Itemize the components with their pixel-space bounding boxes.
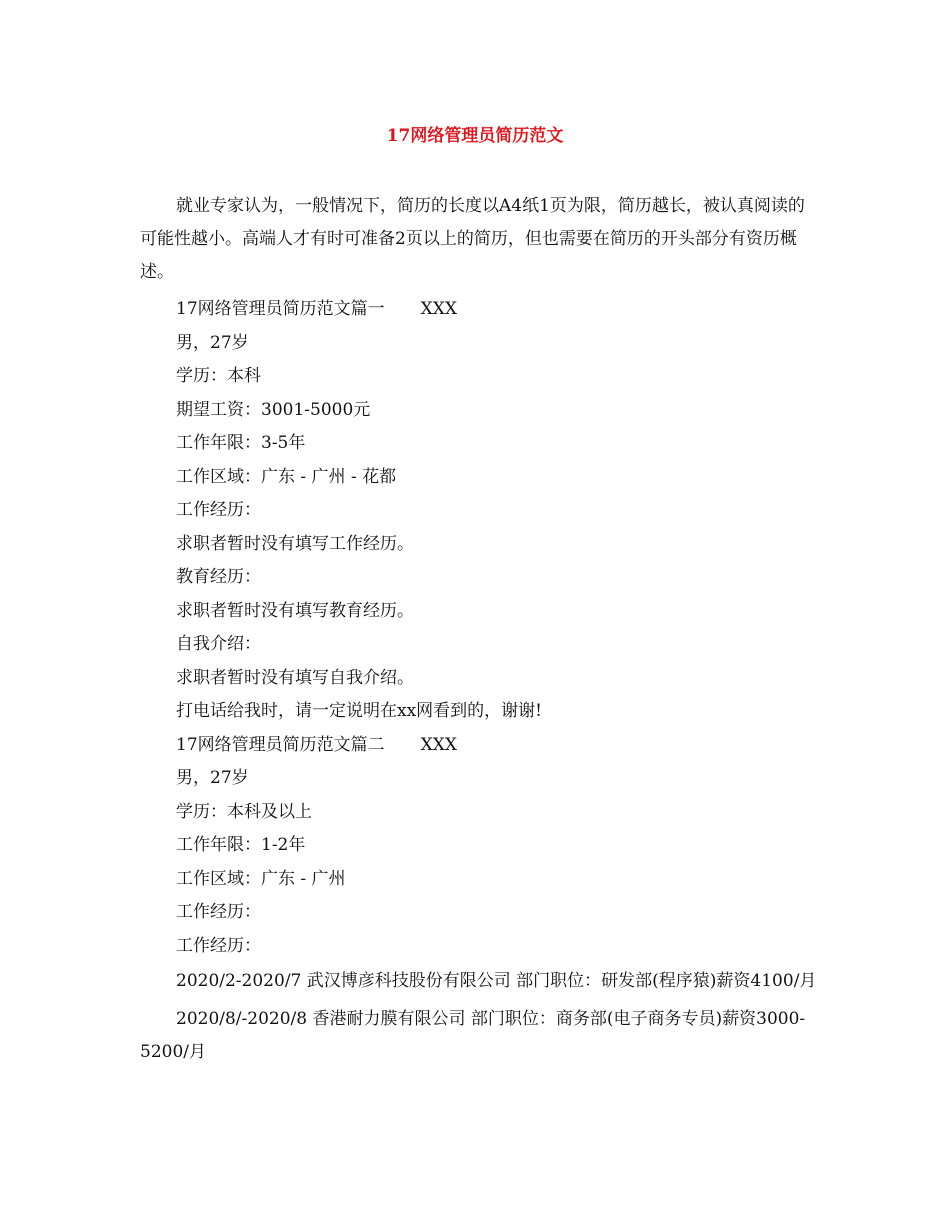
resume2-years: 工作年限：1-2年 [176,835,306,855]
resume2-heading-line [140,729,820,763]
resume2-job-1: 2020/2-2020/7 武汉博彦科技股份有限公司 部门职位：研发部(程序猿)薪资4100/月 [176,971,817,991]
resume2-education: 学历：本科及以上 [176,801,312,822]
resume2-job-2: 2020/8/-2020/8 香港耐力膜有限公司 部门职位：商务部(电子商务专员)薪资3000-5200/月 [140,1008,806,1062]
resume1-intro-text: 求职者暂时没有填写自我介绍。 [176,667,414,688]
resume1-heading: 17网络管理员简历范文篇一 [176,299,385,319]
resume2-gender-age: 男，27岁 [176,768,249,788]
resume2-name: XXX [420,734,457,755]
document-title: 17网络管理员简历范文 [386,126,564,146]
resume1-work-label: 工作经历： [176,500,261,520]
resume1-education: 学历：本科 [176,366,261,386]
resume1-name: XXX [420,299,457,319]
resume1-edu-text: 求职者暂时没有填写教育经历。 [176,600,414,621]
resume1-region: 工作区域：广东 - 广州 - 花都 [176,466,397,487]
resume1-work-text: 求职者暂时没有填写工作经历。 [176,533,414,554]
intro-paragraph: 就业专家认为，一般情况下，简历的长度以A4纸1页为限，简历越长，被认真阅读的可能性越小。高端人才有时可准备2页以上的简历，但也需要在简历的开头部分有资历概述。 [140,196,805,282]
resume1-salary: 期望工资：3001-5000元 [176,399,371,420]
resume1-years: 工作年限：3-5年 [176,433,306,453]
resume1-gender-age: 男，27岁 [176,332,249,353]
resume2-heading: 17网络管理员简历范文篇二 [176,734,385,755]
resume2-work-label-1: 工作经历： [176,902,261,922]
document-body [140,190,820,1072]
resume1-intro-label: 自我介绍： [176,634,261,654]
resume1-heading-line [140,293,820,327]
resume2-work-label-2: 工作经历： [176,935,261,956]
resume1-edu-label: 教育经历： [176,567,261,587]
resume2-region: 工作区域：广东 - 广州 [176,868,346,889]
resume1-call-note: 打电话给我时，请一定说明在xx网看到的，谢谢! [176,701,543,721]
